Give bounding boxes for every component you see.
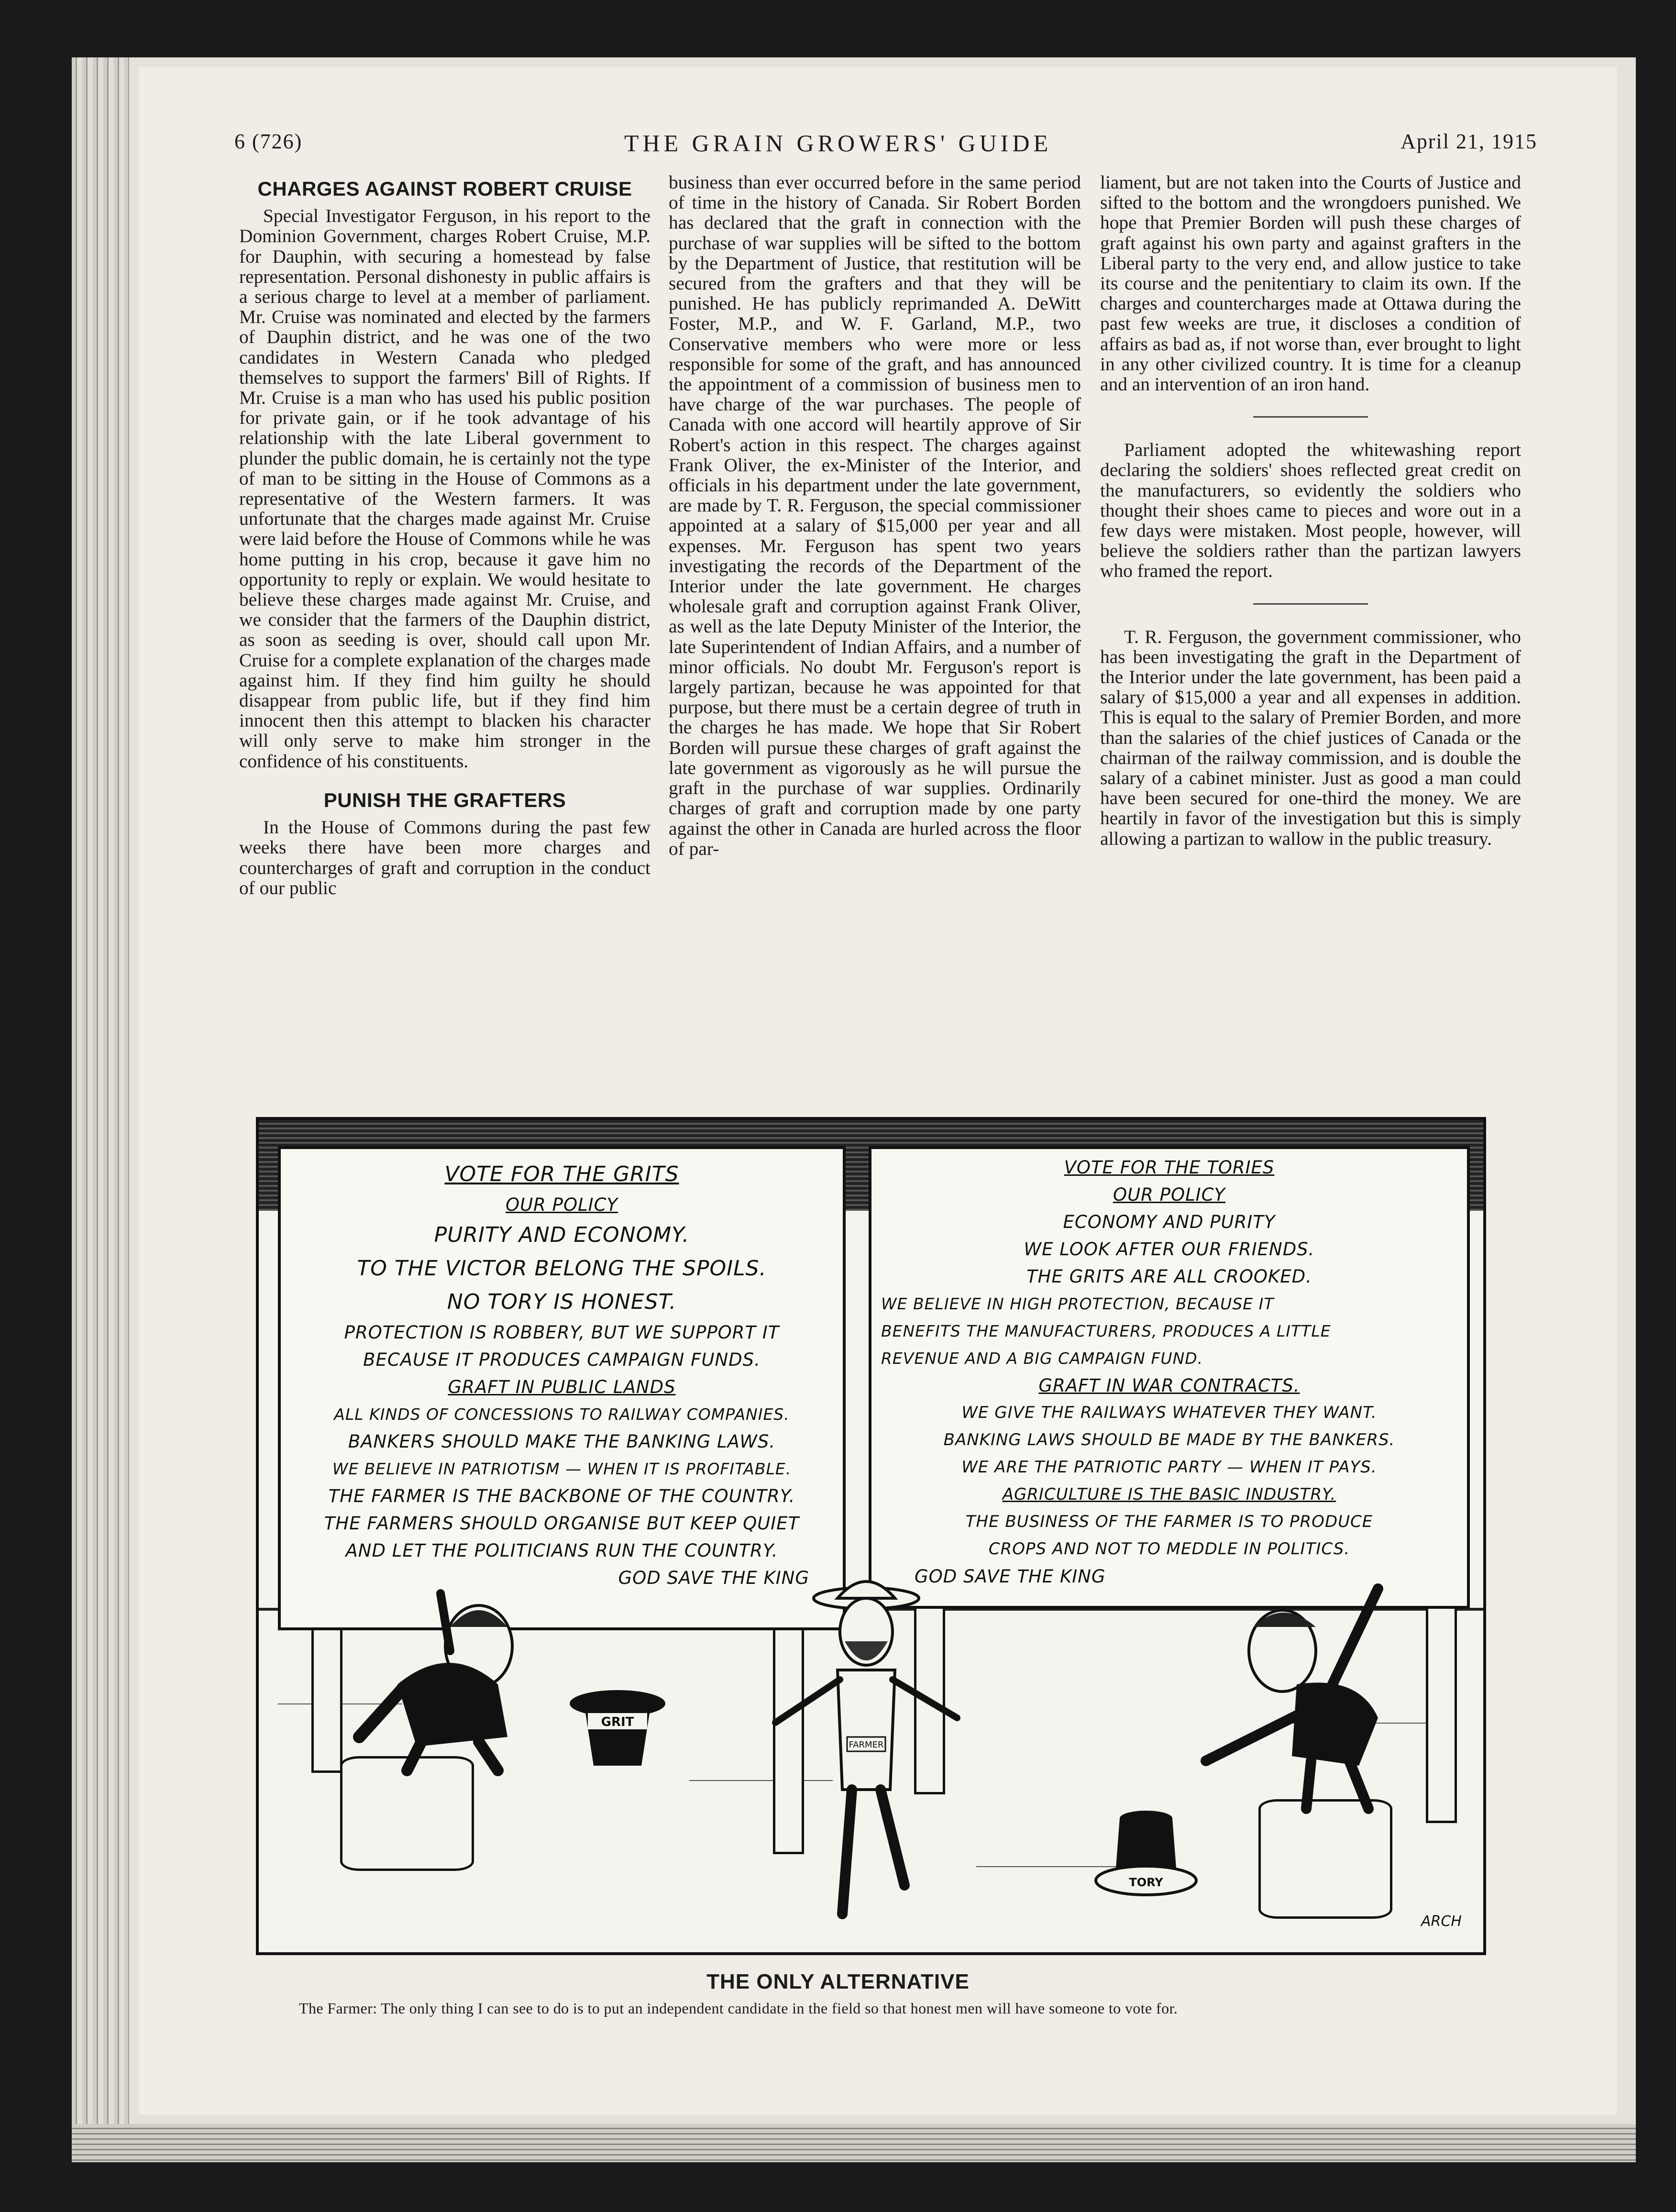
board-line: WE GIVE THE RAILWAYS WHATEVER THEY WANT. [961,1403,1377,1422]
article-paragraph: Parliament adopted the whitewashing report declaring the soldiers' shoes reflected great credit on the manufacturers, so evidently the soldiers who thought their shoes came to pieces and wore out in a few days were mistaken. Most people, however, will believe the soldiers rather than the partizan lawyers who framed the report. [1100,439,1521,582]
svg-text:ARCH: ARCH [1421,1913,1462,1930]
board-line: ALL KINDS OF CONCESSIONS TO RAILWAY COMPANIES. [334,1405,790,1424]
section-divider [1253,416,1368,418]
grit-hat-label: GRIT [601,1715,634,1729]
board-line: AND LET THE POLITICIANS RUN THE COUNTRY. [345,1540,778,1561]
board-line: VOTE FOR THE GRITS [444,1162,679,1186]
board-line: OUR POLICY [1113,1184,1226,1205]
cartoon-caption-text: The Farmer: The only thing I can see to do is to put an independent candidate in the field so that honest men will have someone to vote for. [299,2000,1178,2017]
board-line: WE BELIEVE IN HIGH PROTECTION, BECAUSE IT [881,1294,1274,1313]
board-line: TO THE VICTOR BELONG THE SPOILS. [357,1256,767,1281]
headline-punish-the-grafters: PUNISH THE GRAFTERS [323,788,566,811]
artist-signature [1416,1904,1474,1938]
farmer-label: FARMER [849,1740,884,1750]
masthead-title: THE GRAIN GROWERS' GUIDE [624,130,1052,156]
board-line: ECONOMY AND PURITY [1063,1212,1276,1232]
board-line: CROPS AND NOT TO MEDDLE IN POLITICS. [988,1539,1350,1559]
article-paragraph: T. R. Ferguson, the government commissioner, who has been investigating the graft in the Department of the Interior under the late government, has been paid a salary of $15,000 a year and all expenses in addition. This is equal to the salary of Premier Borden, and more than the salaries of the chief justices of Canada or the chairman of the railway commission, and is double the salary of a cabinet minister. Just as good a man could have been secured for one-third the money. We are heartily in favor of the investigation but this is simply allowing a partizan to wallow in the public treasury. [1100,626,1521,849]
article-paragraph: In the House of Commons during the past few weeks there have been more charges and countercharges of graft and corruption in the conduct of our public [239,817,651,898]
board-line: THE GRITS ARE ALL CROOKED. [1026,1266,1312,1287]
board-line: GRAFT IN PUBLIC LANDS [448,1377,676,1397]
headline-charges-against-robert-cruise: CHARGES AGAINST ROBERT CRUISE [257,177,632,200]
board-line: OUR POLICY [505,1194,618,1215]
board-line: BENEFITS THE MANUFACTURERS, PRODUCES A LITTLE [881,1322,1331,1340]
board-line: GOD SAVE THE KING [915,1566,1106,1587]
page-edge-bottom [72,2124,1636,2162]
board-line: WE LOOK AFTER OUR FRIENDS. [1024,1239,1315,1260]
page-edge-stack [72,57,129,2162]
board-line: PROTECTION IS ROBBERY, BUT WE SUPPORT IT [344,1322,780,1343]
tory-hat-label: TORY [1129,1876,1163,1889]
board-line: THE FARMER IS THE BACKBONE OF THE COUNTRY. [328,1486,795,1506]
board-line: GRAFT IN WAR CONTRACTS. [1038,1375,1300,1396]
issue-date: April 21, 1915 [1400,130,1537,153]
article-paragraph: business than ever occurred before in the same period of time in the history of Canada. Sir Robert Borden has declared that the graft in connection with the purchase of war supplies will be sifted to the bottom by the Department of Justice, that restitution will be secured from the grafters and that they will be punished. He has publicly reprimanded A. DeWitt Foster, M.P., and W. F. Garland, M.P., two Conservative members who were more or less responsible for some of the graft, and has announced the appointment of a commission of business men to have charge of the war purchases. The people of Canada with one accord will heartily approve of Sir Robert's action in this respect. The charges against Frank Oliver, the ex-Minister of the Interior, and officials in his department under the late government, are made by T. R. Ferguson, the special commissioner appointed at a salary of $15,000 per year and all expenses. Mr. Ferguson has spent two years investigating the records of the Department of the Interior under the late government. He charges wholesale graft and corruption against Frank Oliver, as well as the late Deputy Minister of the Interior, the late Superintendent of Indian Affairs, and a number of minor officials. No doubt Mr. Ferguson's report is largely partizan, because he was appointed for that purpose, but there must be a certain degree of truth in the charges he has made. We hope that Sir Robert Borden will pursue these charges of graft against the late government as vigorously as he will pursue the graft in the purchase of war supplies. Ordinarily charges of graft and corruption made by one party against the other in Canada are hurled across the floor of par- [669,172,1081,859]
board-line: GOD SAVE THE KING [618,1568,809,1588]
board-line: WE ARE THE PATRIOTIC PARTY — WHEN IT PAYS. [961,1458,1377,1477]
article-paragraph: Special Investigator Ferguson, in his report to the Dominion Government, charges Robert Cruise, M.P. for Dauphin, with securing a homestead by false representation. Personal dishonesty in public affairs is a serious charge to level at a member of parliament. Mr. Cruise was nominated and elected by the farmers of Dauphin district, and he was one of the two candidates in Western Canada who pledged themselves to support the farmers' Bill of Rights. If Mr. Cruise is a man who has used his public position for private gain, or if he took advantage of his relationship with the late Liberal government to plunder the public domain, he is certainly not the type of man to be sitting in the House of Commons as a representative of the Western farmers. It was unfortunate that the charges made against Mr. Cruise were laid before the House of Commons while he was home putting in his crop, because it gave him no opportunity to reply or explain. We would hesitate to believe these charges made against Mr. Cruise, and we consider that the farmers of the Dauphin district, as soon as seeding is over, should call upon Mr. Cruise for a complete explanation of the charges made against him. If they find him guilty he should disappear from public life, but if they find him innocent then this attempt to blacken his character will only serve to make him stronger in the confidence of his constituents. [239,205,651,772]
board-line: BECAUSE IT PRODUCES CAMPAIGN FUNDS. [363,1349,761,1370]
page-number: 6 (726) [234,130,303,153]
cartoon-caption-title: THE ONLY ALTERNATIVE [706,1970,970,1993]
board-line: THE BUSINESS OF THE FARMER IS TO PRODUCE [965,1512,1373,1531]
grit-policy-signboard [278,1146,846,1630]
tory-politician-figure [1177,1560,1464,1818]
board-line: VOTE FOR THE TORIES [1064,1157,1275,1178]
column-1 [239,172,651,898]
board-line: PURITY AND ECONOMY. [434,1223,690,1247]
board-line: BANKERS SHOULD MAKE THE BANKING LAWS. [348,1431,776,1452]
article-paragraph: liament, but are not taken into the Courts of Justice and sifted to the bottom and the wrongdoers punished. We hope that Premier Borden will push these charges of graft against his own party and against grafters in the Liberal party to the very end, and allow justice to take its course and the penitentiary to claim its own. If the charges and countercharges made at Ottawa during the past few weeks are true, it discloses a condition of affairs as bad as, if not worse than, ever brought to light in any other civilized country. It is time for a cleanup and an intervention of an iron hand. [1100,172,1521,395]
board-line: AGRICULTURE IS THE BASIC INDUSTRY. [1002,1485,1336,1504]
column-3 [1100,172,1521,849]
board-line: BANKING LAWS SHOULD BE MADE BY THE BANKERS. [943,1430,1395,1449]
board-line: NO TORY IS HONEST. [447,1290,677,1314]
grit-politician-figure [307,1565,574,1785]
section-divider [1253,603,1368,605]
tory-top-hat-icon [1091,1809,1201,1909]
grit-top-hat-icon [565,1684,670,1780]
board-line: THE FARMERS SHOULD ORGANISE BUT KEEP QUIET [324,1513,800,1534]
board-line: WE BELIEVE IN PATRIOTISM — WHEN IT IS PROFITABLE. [332,1460,792,1478]
board-line: REVENUE AND A BIG CAMPAIGN FUND. [881,1349,1203,1368]
political-cartoon [256,1117,1486,1955]
tory-policy-signboard [869,1146,1470,1609]
farmer-figure [761,1579,971,1943]
column-2 [669,172,1081,859]
